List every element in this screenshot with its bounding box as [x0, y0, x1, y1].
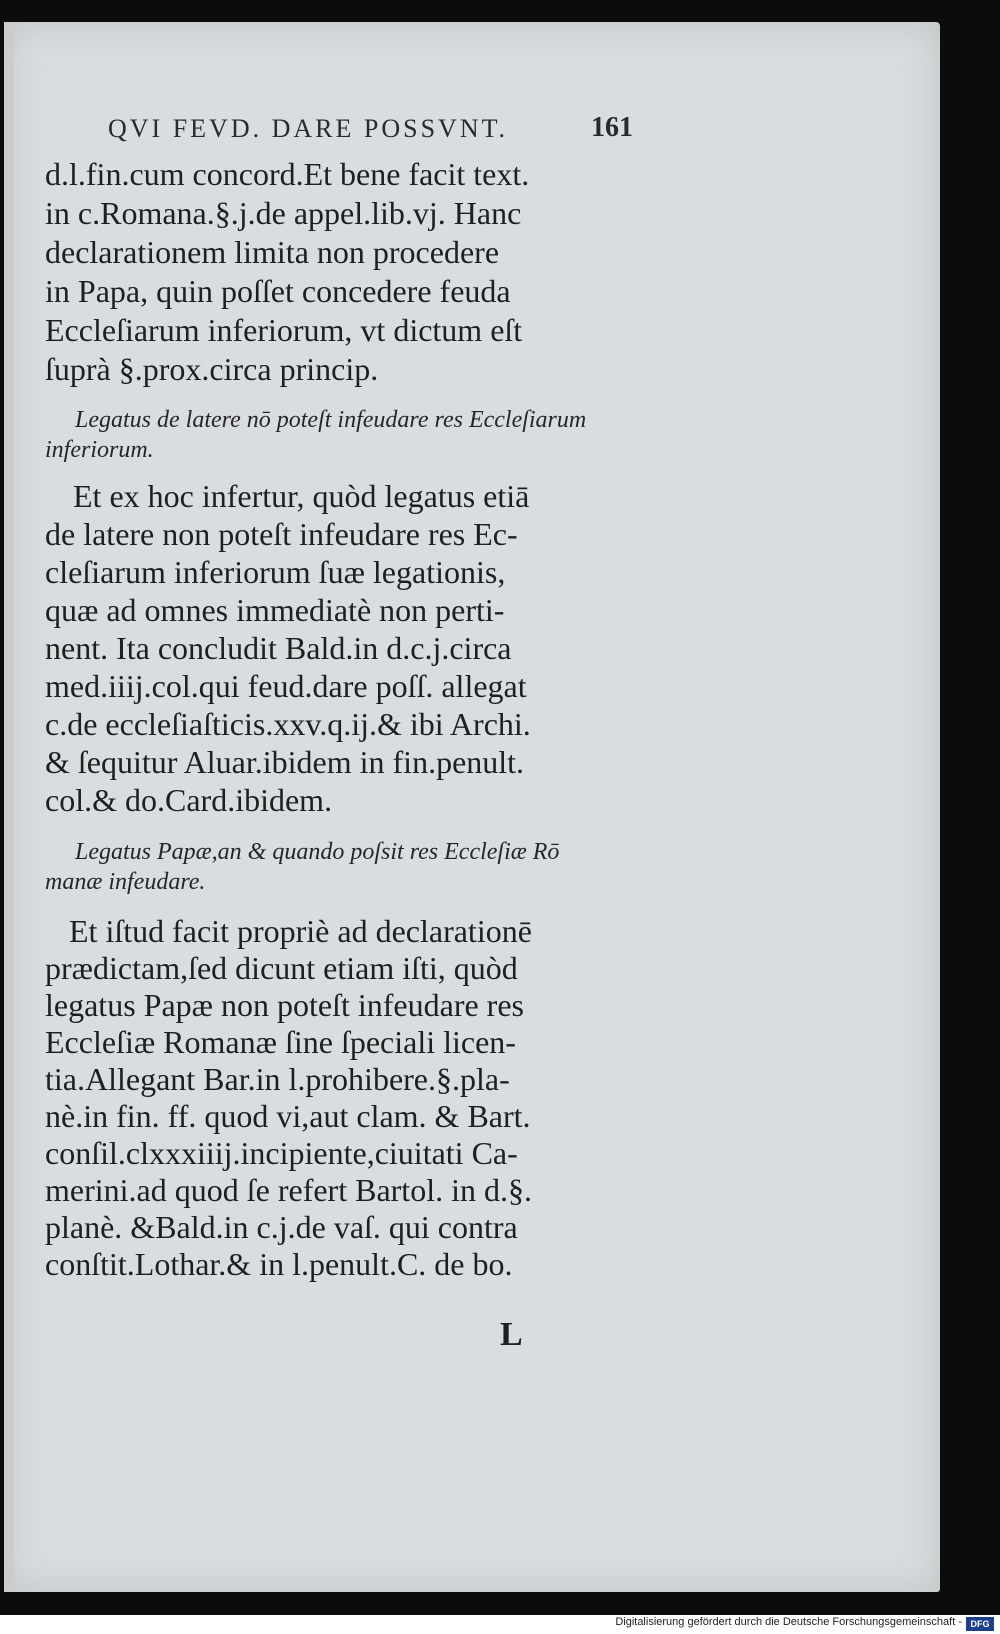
text-line: nè.in fin. ff. quod vi,aut clam. & Bart.: [45, 1098, 531, 1134]
text-line: legatus Papæ non poteſt infeudare res: [45, 987, 524, 1023]
text-line: in Papa, quin poſſet concedere feuda: [45, 273, 511, 309]
funding-credit: Digitalisierung gefördert durch die Deutsche Forschungsgemeinschaft -: [615, 1616, 962, 1628]
text-line: d.l.fin.cum concord.Et bene facit text.: [45, 156, 530, 192]
text-line: c.de eccleſiaſticis.xxv.q.ij.& ibi Archi.: [45, 706, 531, 742]
marginal-gloss-line: manæ infeudare.: [45, 869, 206, 895]
text-line: ſuprà §.prox.circa princip.: [45, 351, 379, 387]
page-header: [108, 108, 633, 148]
text-line: de latere non poteſt infeudare res Ec-: [45, 516, 518, 552]
text-line: col.& do.Card.ibidem.: [45, 782, 333, 818]
text-line: Eccleſiarum inferiorum, vt dictum eſt: [45, 312, 523, 348]
folio-number: 161: [591, 112, 633, 143]
marginal-gloss-line: Legatus de latere nō poteſt infeudare res Eccleſiarum: [75, 407, 587, 433]
text-line: cleſiarum inferiorum ſuæ legationis,: [45, 554, 506, 590]
text-line: prædictam,ſed dicunt etiam iſti, quòd: [45, 950, 518, 986]
text-line: med.iiij.col.qui feud.dare poſſ. allegat: [45, 668, 527, 704]
running-title: QVI FEVD. DARE POSSVNT.: [108, 114, 509, 143]
text-line: Eccleſiæ Romanæ ſine ſpeciali licen-: [45, 1024, 516, 1060]
text-line: & ſequitur Aluar.ibidem in fin.penult.: [45, 744, 525, 780]
text-line: quæ ad omnes immediatè non perti-: [45, 592, 505, 628]
marginal-gloss-line: Legatus Papæ,an & quando poſsit res Eccleſiæ Rō: [75, 839, 560, 865]
text-line: planè. &Bald.in c.j.de vaſ. qui contra: [45, 1209, 518, 1245]
marginal-gloss-line: inferiorum.: [45, 437, 154, 463]
signature-mark: L: [500, 1316, 523, 1353]
text-line: tia.Allegant Bar.in l.prohibere.§.pla-: [45, 1061, 510, 1097]
text-line: conſtit.Lothar.& in l.penult.C. de bo.: [45, 1246, 513, 1282]
text-line: conſil.clxxxiiij.incipiente,ciuitati Ca-: [45, 1135, 518, 1171]
text-line: Et ex hoc infertur, quòd legatus etiā: [73, 478, 530, 514]
text-line: in c.Romana.§.j.de appel.lib.vj. Hanc: [45, 195, 522, 231]
text-line: merini.ad quod ſe refert Bartol. in d.§.: [45, 1172, 532, 1208]
text-line: nent. Ita concludit Bald.in d.c.j.circa: [45, 630, 512, 666]
text-line: declarationem limita non procedere: [45, 234, 500, 270]
dfg-logo-icon: DFG: [966, 1617, 994, 1631]
footer-bar: [0, 1615, 1000, 1634]
text-line: Et iſtud facit propriè ad declarationē: [69, 913, 532, 949]
page-edge: [4, 22, 14, 1592]
